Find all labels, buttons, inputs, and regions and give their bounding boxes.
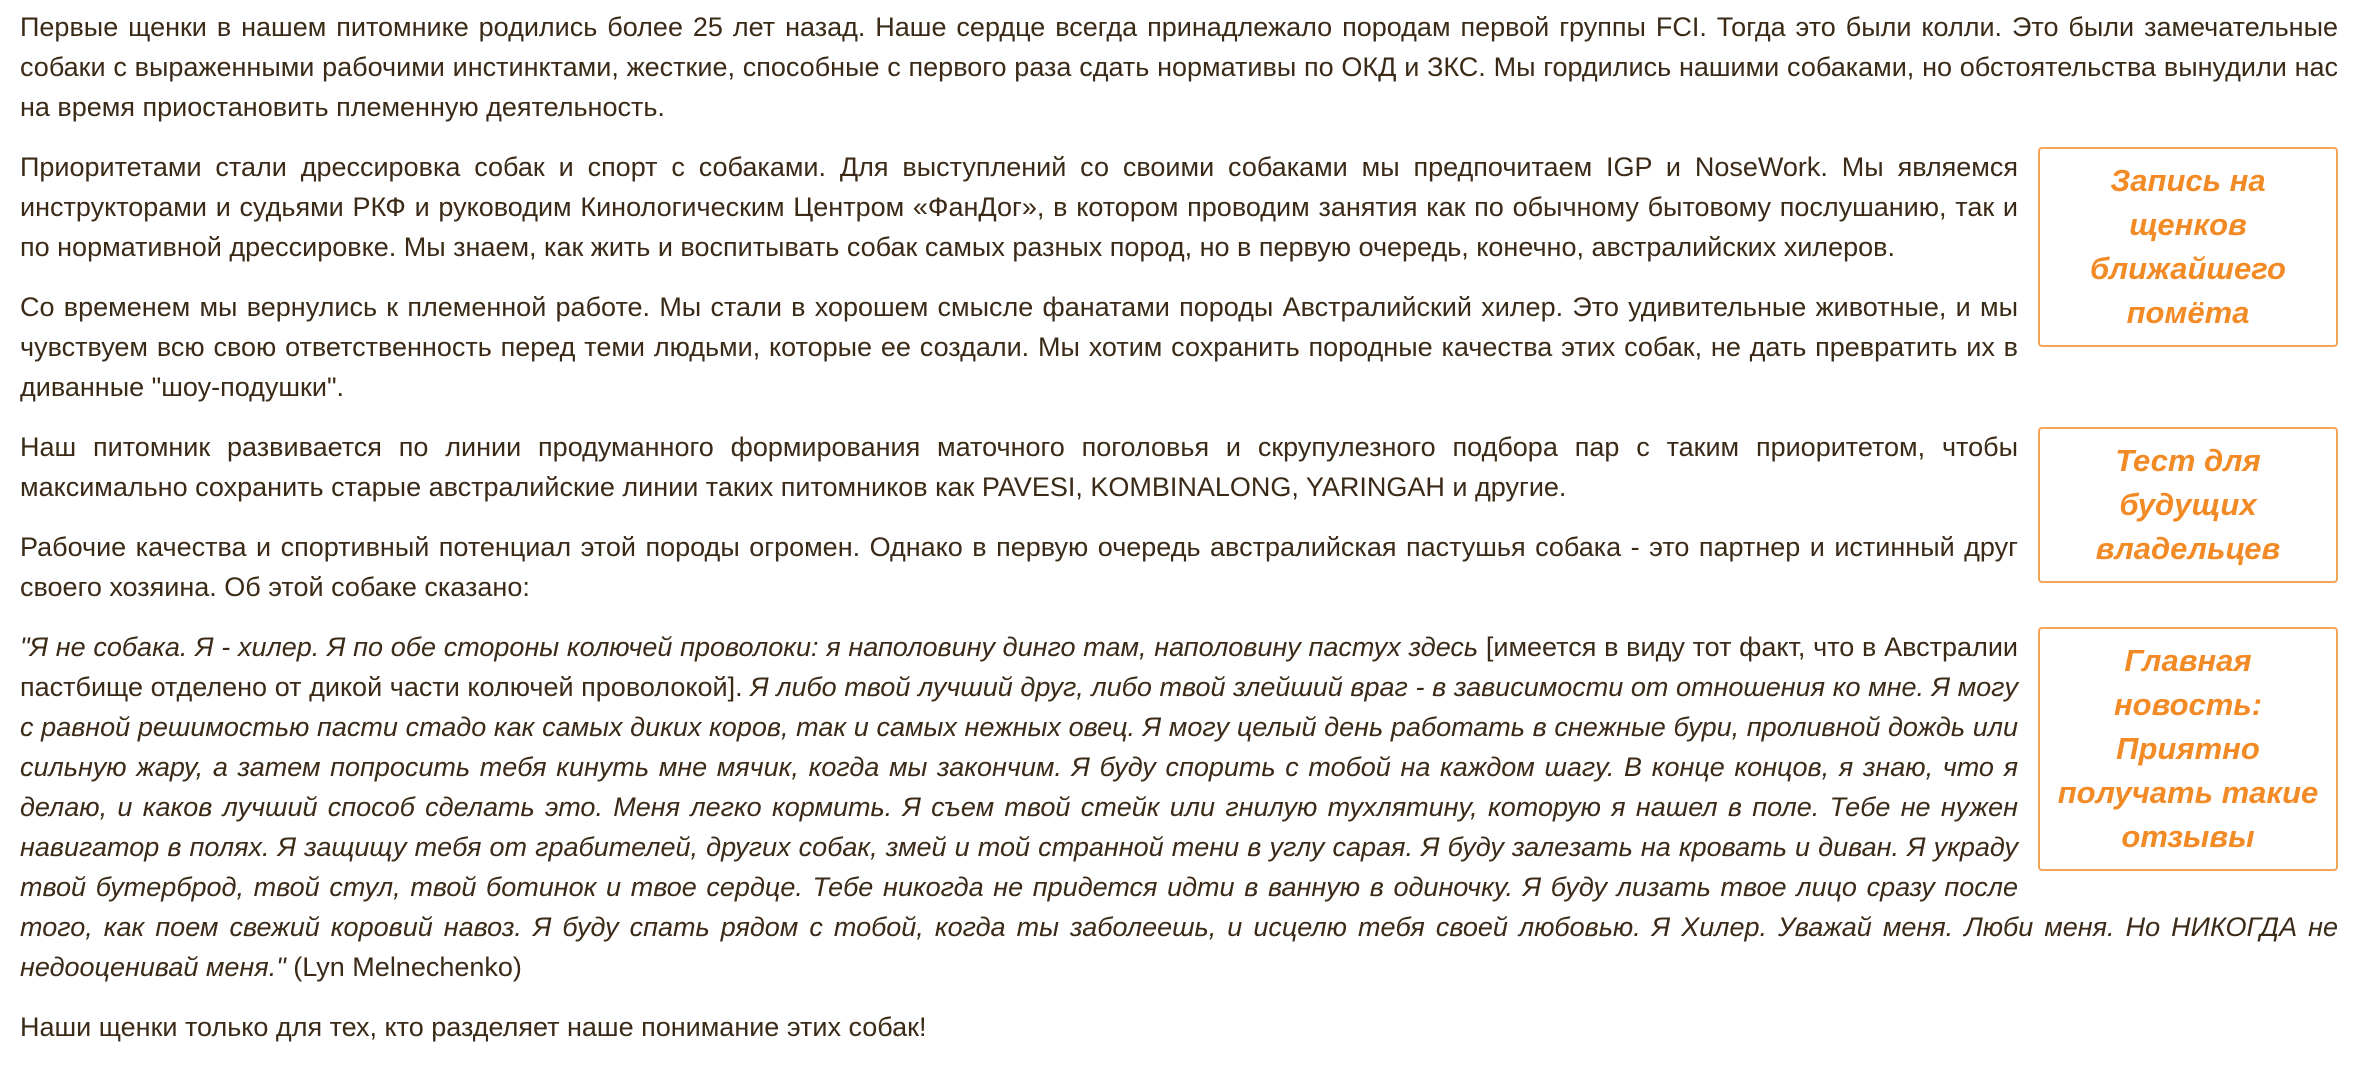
quote-text-part2: Я либо твой лучший друг, либо твой злейший враг - в зависимости от отношения ко мне. Я могу с равной решимостью пасти стадо как самых диких коров, так и самых нежных овец. Я могу целый день работать в снежные бури, проливной дождь или сильную жару, а затем попросить тебя кинуть мне мячик, когда мы закончим. Я буду спорить с тобой на каждом шагу. В конце концов, я знаю, что я делаю, и каков лучший способ сделать это. Меня легко кормить. Я съем твой стейк или гнилую тухлятину, которую я нашел в поле. Тебе не нужен навигатор в полях. Я защищу тебя от грабителей, других собак, змей и той странной тени в углу сарая. Я буду залезать на кровать и диван. Я украду твой бутерброд, твой стул, твой ботинок и твое сердце. Тебе никогда не придется идти в ванную в одиночку. Я буду лизать твое лицо сразу после того, как поем свежий коровий навоз. Я буду спать рядом с тобой, когда ты заболеешь, и исцелю тебя своей любовью. Я Хилер. Уважай меня. Люби меня. Но НИКОГДА не недооценивай меня." — [20, 672, 2338, 982]
paragraph-breeding: Со временем мы вернулись к племенной работе. Мы стали в хорошем смысле фанатами породы Австралийский хилер. Это удивительные животные, и мы чувствуем всю свою ответственность перед теми людьми, которые ее создали. Мы хотим сохранить породные качества этих собак, не дать превратить их в диванные "шоу-подушки". — [20, 292, 2018, 402]
owner-test-link[interactable]: Тест для будущих владельцев — [2038, 427, 2338, 583]
paragraph-lines: Наш питомник развивается по линии продуманного формирования маточного поголовья и скрупулезного подбора пар с таким приоритетом, чтобы максимально сохранить старые австралийские линии таких питомников как PAVESI, KOMBINALONG, YARINGAH и другие. — [20, 432, 2018, 502]
paragraph-closing: Наши щенки только для тех, кто разделяет наше понимание этих собак! — [20, 1012, 927, 1042]
quote-author: (Lyn Melnechenko) — [285, 952, 522, 982]
paragraph-training: Приоритетами стали дрессировка собак и спорт с собаками. Для выступлений со своими собаками мы предпочитаем IGP и NoseWork. Мы являемся инструкторами и судьями РКФ и руководим Кинологическим Центром «ФанДог», в котором проводим занятия как по обычному бытовому послушанию, так и по нормативной дрессировке. Мы знаем, как жить и воспитывать собак самых разных пород, но в первую очередь, конечно, австралийских хилеров. — [20, 152, 2018, 262]
quote-text-part1: "Я не собака. Я - хилер. Я по обе стороны колючей проволоки: я наполовину динго там, наполовину пастух здесь — [20, 632, 1479, 662]
puppy-reservation-link[interactable]: Запись на щенков ближайшего помёта — [2038, 147, 2338, 347]
quote-note: [имеется в виду тот факт, что в Австралии пастбище отделено от дикой части колючей проволокой]. — [20, 632, 2018, 702]
article-body — [20, 0, 2338, 1067]
paragraph-qualities: Рабочие качества и спортивный потенциал этой породы огромен. Однако в первую очередь австралийская пастушья собака - это партнер и истинный друг своего хозяина. Об этой собаке сказано: — [20, 532, 2018, 602]
main-news-link[interactable]: Главная новость: Приятно получать такие отзывы — [2038, 627, 2338, 871]
heeler-quote — [20, 627, 2338, 987]
paragraph-history: Первые щенки в нашем питомнике родились более 25 лет назад. Наше сердце всегда принадлежало породам первой группы FCI. Тогда это были колли. Это были замечательные собаки с выраженными рабочими инстинктами, жесткие, способные с первого раза сдать нормативы по ОКД и ЗКС. Мы гордились нашими собаками, но обстоятельства вынудили нас на время приостановить племенную деятельность. — [20, 12, 2338, 122]
